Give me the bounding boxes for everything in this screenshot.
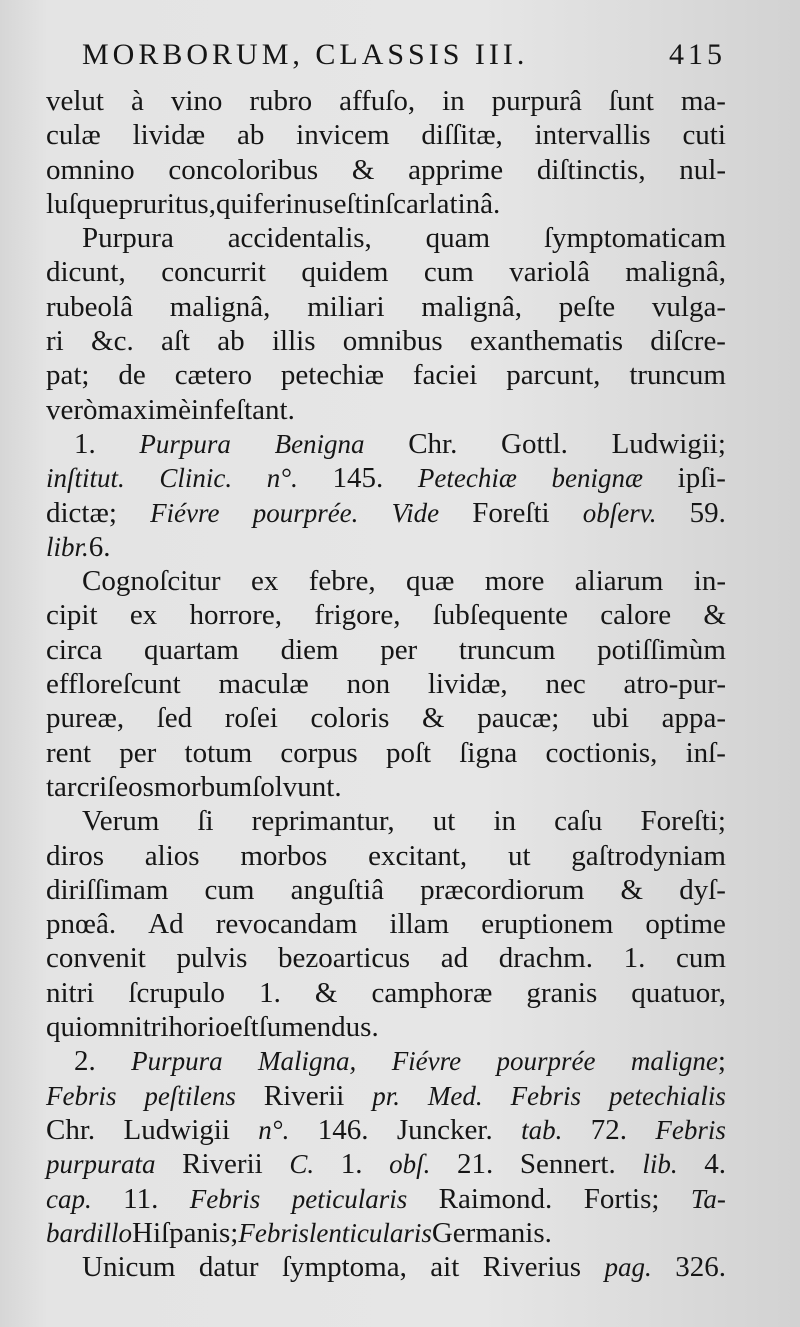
text-line bbox=[46, 976, 726, 1010]
word: ſymptoma, bbox=[281, 1251, 407, 1284]
word: 2. bbox=[74, 1045, 96, 1078]
word: calore bbox=[600, 599, 672, 632]
word: Riverius bbox=[482, 1251, 582, 1284]
word: more bbox=[484, 565, 545, 598]
word: diſſitæ, bbox=[421, 119, 503, 152]
running-header bbox=[46, 38, 726, 84]
word: petechialis bbox=[608, 1080, 726, 1111]
word: in bbox=[493, 805, 516, 838]
word: lib. bbox=[642, 1149, 678, 1180]
word: tar bbox=[46, 770, 77, 803]
word: quam bbox=[425, 222, 491, 255]
text-line bbox=[46, 530, 726, 564]
word: Febris bbox=[238, 1217, 309, 1248]
word: affuſo, bbox=[339, 85, 416, 117]
word: ferinus bbox=[253, 187, 334, 220]
word: cipit bbox=[46, 599, 98, 632]
word: qui bbox=[215, 187, 254, 220]
word: alios bbox=[144, 839, 200, 872]
word: 11. bbox=[123, 1182, 159, 1215]
word: ex bbox=[250, 565, 279, 598]
word: ſcrupulo bbox=[128, 976, 226, 1009]
word: tab. bbox=[521, 1114, 563, 1145]
word: Febris bbox=[46, 1080, 117, 1111]
word: variolâ bbox=[509, 256, 590, 289]
word: nul- bbox=[679, 153, 726, 186]
word: petechiæ bbox=[280, 359, 384, 392]
word: rubro bbox=[249, 85, 313, 117]
text-line bbox=[46, 153, 726, 187]
word: rent bbox=[46, 736, 92, 769]
word: coloris bbox=[310, 702, 390, 735]
word: ſigna bbox=[459, 736, 518, 769]
word: Febris bbox=[510, 1080, 582, 1111]
word: optime bbox=[645, 908, 726, 941]
word: obſerv. bbox=[582, 497, 657, 528]
word: atro-pur- bbox=[623, 668, 726, 701]
word: horrore, bbox=[189, 599, 283, 632]
text-line bbox=[46, 1044, 726, 1078]
text-line bbox=[46, 255, 726, 289]
word: Germanis. bbox=[431, 1216, 552, 1249]
word: vino bbox=[170, 85, 223, 117]
word: Foreſti; bbox=[640, 805, 726, 838]
word: omni bbox=[83, 1011, 143, 1044]
word: benignæ bbox=[551, 463, 643, 494]
word: febre, bbox=[308, 565, 376, 598]
word: Cognoſcitur bbox=[82, 565, 221, 598]
word: cum bbox=[676, 942, 726, 975]
text-line bbox=[46, 393, 726, 427]
word: Gottl. bbox=[501, 427, 568, 460]
word: n°. bbox=[258, 1114, 290, 1145]
word: quartam bbox=[143, 633, 239, 666]
word: Febris bbox=[189, 1183, 261, 1214]
word: reprimantur, bbox=[251, 805, 395, 838]
word: caſu bbox=[554, 805, 603, 838]
word: Verum bbox=[82, 805, 160, 838]
word: lividæ, bbox=[427, 668, 508, 701]
word: cætero bbox=[174, 359, 252, 392]
word: pat; bbox=[46, 359, 90, 392]
word: in- bbox=[693, 565, 726, 598]
word: appa- bbox=[661, 702, 726, 735]
word: Ad bbox=[148, 908, 184, 941]
text-line bbox=[46, 1216, 726, 1250]
word: criſeos bbox=[76, 770, 154, 803]
word: concurrit bbox=[161, 256, 266, 289]
word: velut bbox=[46, 85, 104, 117]
word: trihorio bbox=[142, 1011, 230, 1044]
word: vulga- bbox=[651, 290, 726, 323]
word: 1. bbox=[74, 427, 96, 460]
word: gaſtrodyniam bbox=[571, 839, 726, 872]
word: malignâ, bbox=[625, 256, 726, 289]
text-line bbox=[46, 1113, 726, 1147]
word: ſed bbox=[156, 702, 193, 735]
word: bezoarticus bbox=[278, 942, 411, 975]
word: dicunt, bbox=[46, 256, 126, 289]
word: accidentalis, bbox=[227, 222, 372, 255]
word: &c. bbox=[91, 325, 134, 358]
word: drachm. bbox=[498, 942, 593, 975]
word: diſcre- bbox=[650, 325, 726, 358]
word: rubeolâ bbox=[46, 290, 133, 323]
word: Fiévre bbox=[391, 1046, 462, 1077]
word: pourprée. bbox=[252, 497, 359, 528]
text-line bbox=[46, 736, 726, 770]
word: ad bbox=[440, 942, 469, 975]
word: intervallis bbox=[534, 119, 651, 152]
word: Purpura bbox=[131, 1046, 223, 1077]
word: diriſſimam bbox=[46, 873, 169, 906]
word: eſt bbox=[333, 187, 363, 220]
word: in bbox=[362, 187, 386, 220]
word: poſt bbox=[385, 736, 432, 769]
word: Foreſti bbox=[472, 496, 550, 529]
word: maculæ bbox=[218, 668, 309, 701]
word: cuti bbox=[682, 119, 726, 152]
word: & bbox=[620, 873, 644, 906]
word: invicem bbox=[296, 119, 390, 152]
word: 1. bbox=[340, 1148, 363, 1181]
word: paucæ; bbox=[477, 702, 560, 735]
word: 6. bbox=[88, 530, 111, 563]
word: pr. bbox=[372, 1080, 401, 1111]
word: pag. bbox=[604, 1252, 652, 1283]
word: omnino bbox=[46, 153, 135, 186]
text-line bbox=[46, 941, 726, 975]
word: corpus bbox=[280, 736, 358, 769]
text-line bbox=[46, 598, 726, 632]
word: purpurâ bbox=[491, 85, 582, 117]
word: Benigna bbox=[274, 428, 365, 459]
word: omnibus bbox=[342, 325, 443, 358]
word: pulvis bbox=[176, 942, 248, 975]
word: Med. bbox=[427, 1080, 483, 1111]
word: peſte bbox=[558, 290, 616, 323]
word: inſtitut. bbox=[46, 463, 125, 494]
word: ut bbox=[507, 839, 531, 872]
word: eruptionem bbox=[481, 908, 614, 941]
word: convenit bbox=[46, 942, 146, 975]
text-line bbox=[46, 804, 726, 838]
word: concoloribus bbox=[168, 153, 319, 186]
word: quatuor, bbox=[631, 976, 726, 1009]
word: morbos bbox=[240, 839, 328, 872]
word: pnœâ. bbox=[46, 908, 117, 941]
word: Ludwigii bbox=[123, 1113, 230, 1146]
word: Riverii bbox=[263, 1079, 345, 1112]
word: Ta- bbox=[690, 1183, 726, 1214]
word: infeſtant. bbox=[190, 393, 295, 426]
word: Fiévre bbox=[150, 497, 220, 528]
word: ubi bbox=[591, 702, 629, 735]
word: 1. bbox=[259, 976, 281, 1009]
word: Fortis; bbox=[583, 1182, 660, 1215]
text-line bbox=[46, 427, 726, 461]
word: Ludwigii; bbox=[611, 427, 726, 460]
word: granis bbox=[526, 976, 598, 1009]
word: C. bbox=[289, 1149, 315, 1180]
word: ab bbox=[236, 119, 265, 152]
word: 4. bbox=[704, 1148, 726, 1181]
text-line bbox=[46, 84, 726, 118]
word: Febris bbox=[655, 1114, 726, 1145]
word: circa bbox=[46, 633, 103, 666]
word: malignâ, bbox=[169, 290, 271, 323]
word: quidem bbox=[301, 256, 389, 289]
text-line bbox=[46, 564, 726, 598]
word: dyſ- bbox=[679, 873, 726, 906]
word: peſtilens bbox=[144, 1080, 236, 1111]
word: lenticularis bbox=[308, 1217, 432, 1248]
word: luſque bbox=[46, 187, 119, 220]
word: datur bbox=[198, 1251, 259, 1284]
word: eſt bbox=[229, 1011, 259, 1044]
word: aſt bbox=[161, 325, 190, 358]
word: miliari bbox=[307, 290, 385, 323]
word: à bbox=[130, 85, 144, 117]
word: diros bbox=[46, 839, 104, 872]
word: morbum bbox=[153, 770, 253, 803]
word: totum bbox=[184, 736, 253, 769]
text-line bbox=[46, 496, 726, 530]
word: 59. bbox=[689, 496, 726, 529]
word: pureæ, bbox=[46, 702, 125, 735]
word: Chr. bbox=[408, 427, 458, 460]
word: ait bbox=[430, 1251, 460, 1284]
word: coctionis, bbox=[545, 736, 658, 769]
word: revocandam bbox=[215, 908, 358, 941]
word: ipſi- bbox=[677, 462, 726, 495]
word: diſtinctis, bbox=[536, 153, 646, 186]
text-line bbox=[46, 324, 726, 358]
word: faciei bbox=[412, 359, 478, 392]
word: Sennert. bbox=[519, 1148, 616, 1181]
word: Chr. bbox=[46, 1113, 96, 1146]
word: ſymptomaticam bbox=[543, 222, 726, 255]
word: exanthematis bbox=[469, 325, 623, 358]
word: purpurata bbox=[46, 1149, 156, 1180]
word: Riverii bbox=[182, 1148, 263, 1181]
text-line bbox=[46, 187, 726, 221]
word: Hiſpanis; bbox=[132, 1216, 239, 1249]
word: Maligna, bbox=[258, 1046, 357, 1077]
word: malignâ, bbox=[421, 290, 522, 323]
word: 326. bbox=[675, 1251, 726, 1284]
text-line bbox=[46, 1250, 726, 1284]
word: 21. bbox=[456, 1148, 494, 1181]
word: de bbox=[118, 359, 146, 392]
word: 145. bbox=[332, 462, 384, 495]
word: ſunt bbox=[608, 85, 654, 117]
word: ma- bbox=[680, 85, 726, 117]
word: ab bbox=[217, 325, 245, 358]
word: culæ bbox=[46, 119, 101, 152]
word: obſ. bbox=[389, 1149, 431, 1180]
word: Unicum bbox=[82, 1251, 176, 1284]
text-line bbox=[46, 667, 726, 701]
word: illis bbox=[271, 325, 316, 358]
word: peticularis bbox=[291, 1183, 408, 1214]
word: apprime bbox=[408, 153, 504, 186]
word: non bbox=[346, 668, 391, 701]
text-line bbox=[46, 839, 726, 873]
word: camphoræ bbox=[371, 976, 493, 1009]
word: diem bbox=[280, 633, 339, 666]
word: roſei bbox=[224, 702, 278, 735]
text-line bbox=[46, 1147, 726, 1181]
word: & bbox=[422, 702, 445, 735]
word: ſolvunt. bbox=[252, 770, 342, 803]
word: Juncker. bbox=[396, 1113, 493, 1146]
page-number: 415 bbox=[669, 38, 726, 71]
word: Vide bbox=[391, 497, 440, 528]
word: potiſſimùm bbox=[597, 633, 726, 666]
word: parcunt, bbox=[506, 359, 601, 392]
word: ri bbox=[46, 325, 64, 358]
word: cum bbox=[423, 256, 474, 289]
word: in bbox=[442, 85, 465, 117]
word: frigore, bbox=[314, 599, 401, 632]
text-line bbox=[46, 1010, 726, 1044]
word: nitri bbox=[46, 976, 95, 1009]
word: ut bbox=[432, 805, 456, 838]
word: per bbox=[119, 736, 157, 769]
word: ex bbox=[129, 599, 158, 632]
text-line bbox=[46, 873, 726, 907]
word: truncum bbox=[629, 359, 726, 392]
text-line bbox=[46, 1079, 726, 1113]
word: 146. bbox=[317, 1113, 369, 1146]
word: libr. bbox=[46, 531, 89, 562]
word: Clinic. bbox=[159, 463, 233, 494]
word: cum bbox=[204, 873, 255, 906]
word: Raimond. bbox=[438, 1182, 553, 1215]
word: Petechiæ bbox=[417, 463, 517, 494]
word: effloreſcunt bbox=[46, 668, 181, 701]
text-line bbox=[46, 770, 726, 804]
word: qui bbox=[46, 1011, 84, 1044]
text-line bbox=[46, 461, 726, 495]
word: ſumendus. bbox=[258, 1011, 379, 1044]
body-text bbox=[46, 84, 726, 1284]
word: & bbox=[314, 976, 338, 1009]
page-text bbox=[46, 38, 726, 1284]
header-title: MORBORUM, CLASSIS III. bbox=[82, 38, 529, 71]
word: excitant, bbox=[368, 839, 468, 872]
text-line bbox=[46, 221, 726, 255]
word: ſubſequente bbox=[432, 599, 569, 632]
word: maximè bbox=[97, 393, 191, 426]
word: quæ bbox=[406, 565, 455, 598]
word: pourprée bbox=[496, 1046, 596, 1077]
text-line bbox=[46, 290, 726, 324]
word: pruritus, bbox=[118, 187, 216, 220]
text-line bbox=[46, 701, 726, 735]
word: inſ- bbox=[685, 736, 726, 769]
word: & bbox=[703, 599, 726, 632]
word: 72. bbox=[590, 1113, 628, 1146]
text-line bbox=[46, 118, 726, 152]
word: n°. bbox=[266, 463, 298, 494]
word: aliarum bbox=[574, 565, 664, 598]
text-line bbox=[46, 1182, 726, 1216]
text-line bbox=[46, 358, 726, 392]
text-line bbox=[46, 633, 726, 667]
word: truncum bbox=[458, 633, 556, 666]
word: anguſtiâ bbox=[290, 873, 385, 906]
word: cap. bbox=[46, 1183, 92, 1214]
word: illam bbox=[389, 908, 450, 941]
word: præcordiorum bbox=[420, 873, 585, 906]
text-line bbox=[46, 907, 726, 941]
word: bardillo bbox=[46, 1217, 133, 1248]
word: & bbox=[351, 153, 375, 186]
word: maligne; bbox=[630, 1045, 726, 1078]
word: verò bbox=[46, 393, 98, 426]
word: Purpura bbox=[139, 428, 231, 459]
word: Purpura bbox=[82, 222, 174, 255]
word: ſcarlatinâ. bbox=[385, 187, 501, 220]
word: per bbox=[380, 633, 418, 666]
word: dictæ; bbox=[46, 496, 117, 529]
word: nec bbox=[545, 668, 586, 701]
word: 1. bbox=[623, 942, 646, 975]
word: ſi bbox=[197, 805, 214, 838]
word: lividæ bbox=[132, 119, 206, 152]
